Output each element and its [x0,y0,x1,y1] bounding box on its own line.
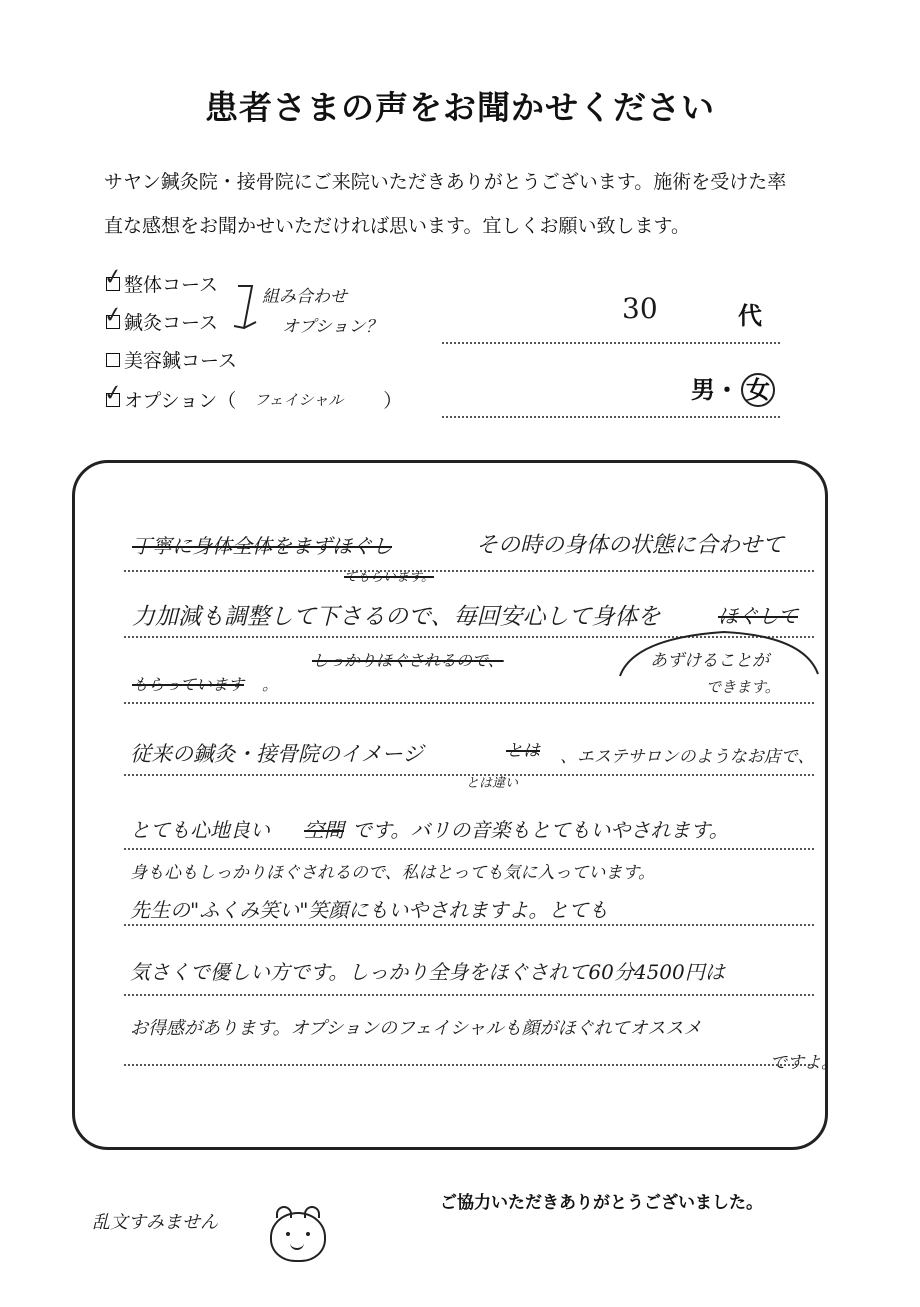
option-close: ） [383,389,403,412]
handwritten-combo-line1: 組み合わせ [262,287,347,307]
page-title: 患者さまの声をお聞かせください [205,88,715,127]
comment-line9: お得感があります。オプションのフェイシャルも顔がほぐれてオススメ [130,1018,702,1039]
comment-rule [124,570,814,572]
checkbox-biyoshin[interactable] [106,353,120,367]
comment-rule [124,994,814,996]
comment-line5-struck: 空間 [304,818,344,842]
comment-line1-struck: 丁寧に身体全体をまずほぐし [132,534,392,558]
comment-line8: 気さくで優しい方です。しっかり全身をほぐされて60分4500円は [130,960,725,984]
comment-line2: 力加減も調整して下さるので、毎回安心して身体を [132,604,661,630]
course-label: オプション（ [124,389,237,412]
age-value: 30 [622,292,658,325]
comment-rule [124,924,814,926]
comment-line7: 先生の"ふくみ笑い"笑顔にもいやされますよ。とても [130,898,609,922]
course-shinkyu[interactable] [102,301,219,336]
comment-line6: 身も心もしっかりほぐされるので、私はとっても気に入っています。 [130,863,655,883]
gender-male: 男 [691,376,715,404]
comment-line2-struck: ほぐして [718,604,798,628]
comment-rule [124,1064,814,1066]
course-seitai[interactable] [102,263,219,298]
comment-line5b: です。バリの音楽もとてもいやされます。 [352,818,729,842]
course-option[interactable] [102,379,403,414]
comment-line10: ですよ。 [770,1053,838,1073]
course-biyoshin[interactable] [106,344,237,374]
apology-note: 乱文すみません [92,1212,218,1233]
intro-text: サヤン鍼灸院・接骨院にご来院いただきありがとうございます。施術を受けた率直な感想をお聞かせいただければ思います。宜しくお願い致します。 [104,171,787,237]
comment-line1-sub: てもらいます。 [344,570,434,585]
comment-line1: その時の身体の状態に合わせて [476,533,785,558]
course-label: 鍼灸コース [124,311,219,334]
comment-line3-struck1: もらっています [132,675,245,694]
comment-line3-insert1: あずけることが [650,651,769,671]
course-label: 整体コース [124,273,219,296]
checkbox-seitai[interactable] [102,263,125,292]
gender-line [442,416,780,418]
comment-line4b: 、エステサロンのようなお店で、 [560,747,815,767]
age-unit: 代 [738,302,762,330]
handwritten-option: フェイシャル [254,390,344,409]
comment-rule [124,848,814,850]
face-doodle-icon [270,1212,326,1262]
course-label: 美容鍼コース [124,349,238,372]
comment-line3-struck2: しっかりほぐされるので、 [312,651,504,670]
gender-female-circled: 女 [741,373,775,407]
comment-line5: とても心地良い [130,818,270,842]
comment-box [72,460,828,1150]
comment-rule [124,774,814,776]
check-mark-icon: ✓ [102,301,125,330]
comment-rule [124,702,814,704]
gender-dot: ・ [715,376,739,404]
thanks-note: ご協力いただきありがとうございました。 [440,1193,763,1213]
check-mark-icon: ✓ [102,263,125,292]
checkbox-option[interactable] [102,379,125,408]
comment-line3-dot: 。 [262,675,279,694]
handwritten-combo-line2: オプション？ [282,317,383,337]
checkbox-shinkyu[interactable] [102,301,125,330]
comment-line4-struck: とは [506,741,540,761]
comment-line4: 従来の鍼灸・接骨院のイメージ [130,742,424,766]
comment-line4-sub: とは違い [466,776,519,791]
age-line [442,342,780,344]
comment-line3-insert2: できます。 [706,678,780,696]
gender-field[interactable] [691,370,775,407]
check-mark-icon: ✓ [102,379,125,408]
